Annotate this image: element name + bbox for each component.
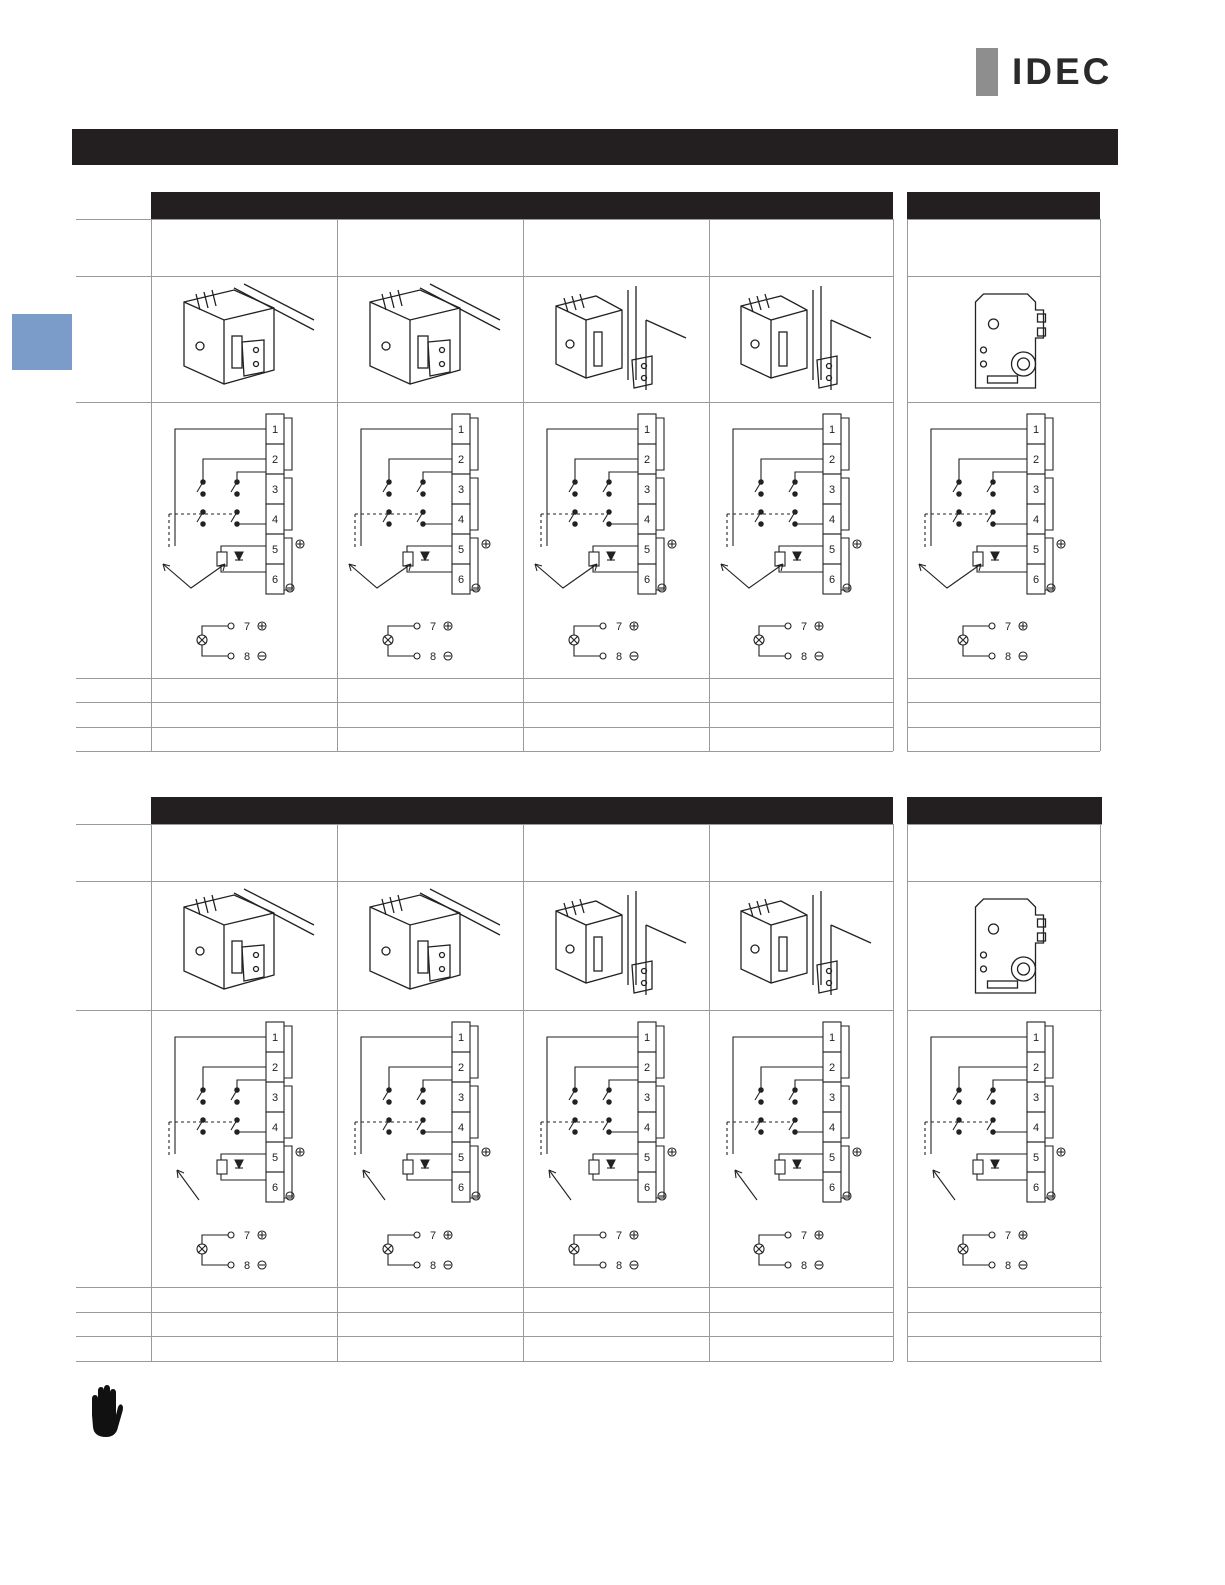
lamp-terminal-label: 8	[244, 651, 251, 663]
terminal-number-label: 4	[457, 1122, 465, 1134]
switch-illustration	[713, 280, 889, 398]
terminal-number-label: 1	[271, 1032, 279, 1044]
wiring-diagram	[523, 402, 709, 678]
switch-illustration	[911, 885, 1096, 1006]
wiring-diagram	[337, 402, 523, 678]
terminal-number-label: 1	[457, 1032, 465, 1044]
terminal-number-label: 3	[457, 1092, 465, 1104]
idec-logo	[976, 48, 1112, 96]
wiring-diagram	[523, 1010, 709, 1287]
table-rule	[907, 276, 1100, 277]
lamp-terminal-label: 7	[801, 1230, 808, 1242]
terminal-number-label: 5	[457, 544, 465, 556]
terminal-number-label: 4	[271, 514, 279, 526]
table-rule	[76, 219, 893, 220]
terminal-number-label: 4	[271, 1122, 279, 1134]
table-rule	[76, 1361, 893, 1362]
terminal-number-label: 5	[1032, 544, 1040, 556]
terminal-number-label: 1	[643, 424, 651, 436]
terminal-number-label: 5	[1032, 1152, 1040, 1164]
section-header-bar	[151, 797, 893, 824]
logo-mark	[976, 48, 998, 96]
lamp-terminal-label: 7	[801, 621, 808, 633]
section-header-bar	[151, 192, 893, 219]
lamp-terminal-label: 7	[244, 621, 251, 633]
hand-stop-icon	[86, 1385, 124, 1444]
terminal-number-label: 2	[643, 1062, 651, 1074]
wiring-diagram	[151, 1010, 337, 1287]
wiring-diagram	[709, 402, 893, 678]
section-tab	[12, 314, 72, 370]
terminal-number-label: 2	[271, 1062, 279, 1074]
table-rule	[907, 751, 1100, 752]
terminal-number-label: 3	[643, 484, 651, 496]
terminal-number-label: 3	[271, 1092, 279, 1104]
terminal-number-label: 6	[643, 574, 651, 586]
section-header-bar	[907, 797, 1102, 824]
terminal-number-label: 5	[457, 1152, 465, 1164]
terminal-number-label: 2	[457, 454, 465, 466]
terminal-number-label: 2	[828, 454, 836, 466]
terminal-number-label: 5	[643, 544, 651, 556]
terminal-number-label: 6	[457, 574, 465, 586]
terminal-number-label: 4	[828, 1122, 836, 1134]
table-rule	[907, 702, 1100, 703]
table-rule	[907, 219, 1100, 220]
terminal-number-label: 3	[828, 1092, 836, 1104]
wiring-diagram	[709, 1010, 893, 1287]
terminal-number-label: 2	[271, 454, 279, 466]
table-rule	[907, 1336, 1102, 1337]
table-rule	[76, 1287, 893, 1288]
terminal-number-label: 1	[643, 1032, 651, 1044]
terminal-number-label: 3	[643, 1092, 651, 1104]
page-title-bar	[72, 129, 1118, 165]
terminal-number-label: 6	[1032, 1182, 1040, 1194]
table-rule	[907, 881, 1102, 882]
lamp-terminal-label: 7	[244, 1230, 251, 1242]
terminal-number-label: 5	[828, 544, 836, 556]
table-rule	[907, 824, 1102, 825]
terminal-number-label: 4	[457, 514, 465, 526]
terminal-number-label: 6	[271, 574, 279, 586]
table-rule	[76, 678, 893, 679]
table-rule	[76, 702, 893, 703]
terminal-number-label: 4	[1032, 1122, 1040, 1134]
terminal-number-label: 4	[1032, 514, 1040, 526]
terminal-number-label: 1	[828, 1032, 836, 1044]
logo-gap	[998, 48, 1008, 96]
terminal-number-label: 3	[1032, 484, 1040, 496]
switch-illustration	[713, 885, 889, 1006]
terminal-number-label: 4	[828, 514, 836, 526]
terminal-number-label: 6	[643, 1182, 651, 1194]
terminal-number-label: 3	[271, 484, 279, 496]
table-rule	[907, 1287, 1102, 1288]
terminal-number-label: 2	[457, 1062, 465, 1074]
lamp-terminal-label: 7	[1005, 621, 1012, 633]
switch-illustration	[341, 280, 519, 398]
switch-illustration	[911, 280, 1096, 398]
lamp-terminal-label: 8	[801, 1260, 808, 1272]
terminal-number-label: 6	[457, 1182, 465, 1194]
switch-illustration	[527, 885, 705, 1006]
table-rule	[76, 1336, 893, 1337]
terminal-number-label: 5	[271, 544, 279, 556]
table-rule	[76, 881, 893, 882]
switch-illustration	[155, 280, 333, 398]
lamp-terminal-label: 8	[244, 1260, 251, 1272]
table-rule	[76, 276, 893, 277]
lamp-terminal-label: 7	[616, 1230, 623, 1242]
terminal-number-label: 3	[1032, 1092, 1040, 1104]
terminal-number-label: 2	[828, 1062, 836, 1074]
table-rule	[907, 1361, 1102, 1362]
terminal-number-label: 1	[828, 424, 836, 436]
lamp-terminal-label: 8	[616, 651, 623, 663]
terminal-number-label: 6	[828, 574, 836, 586]
terminal-number-label: 6	[828, 1182, 836, 1194]
terminal-number-label: 5	[643, 1152, 651, 1164]
terminal-number-label: 1	[1032, 1032, 1040, 1044]
table-column-rule	[1100, 824, 1101, 1361]
terminal-number-label: 4	[643, 1122, 651, 1134]
terminal-number-label: 6	[1032, 574, 1040, 586]
switch-illustration	[155, 885, 333, 1006]
table-rule	[76, 1312, 893, 1313]
terminal-number-label: 1	[271, 424, 279, 436]
lamp-terminal-label: 7	[1005, 1230, 1012, 1242]
lamp-terminal-label: 8	[430, 1260, 437, 1272]
section-header-bar	[907, 192, 1100, 219]
table-column-rule	[1100, 219, 1101, 751]
table-rule	[907, 1312, 1102, 1313]
lamp-terminal-label: 7	[430, 1230, 437, 1242]
terminal-number-label: 3	[828, 484, 836, 496]
lamp-terminal-label: 7	[430, 621, 437, 633]
table-rule	[907, 727, 1100, 728]
lamp-terminal-label: 8	[801, 651, 808, 663]
terminal-number-label: 2	[643, 454, 651, 466]
table-rule	[76, 824, 893, 825]
lamp-terminal-label: 8	[430, 651, 437, 663]
lamp-terminal-label: 8	[1005, 651, 1012, 663]
wiring-diagram	[337, 1010, 523, 1287]
terminal-number-label: 2	[1032, 454, 1040, 466]
terminal-number-label: 2	[1032, 1062, 1040, 1074]
switch-illustration	[527, 280, 705, 398]
wiring-diagram	[907, 402, 1100, 678]
wiring-diagram	[151, 402, 337, 678]
lamp-terminal-label: 7	[616, 621, 623, 633]
lamp-terminal-label: 8	[1005, 1260, 1012, 1272]
terminal-number-label: 1	[1032, 424, 1040, 436]
terminal-number-label: 5	[828, 1152, 836, 1164]
table-rule	[76, 727, 893, 728]
terminal-number-label: 4	[643, 514, 651, 526]
table-column-rule	[893, 824, 894, 1361]
terminal-number-label: 6	[271, 1182, 279, 1194]
wiring-diagram	[907, 1010, 1100, 1287]
terminal-number-label: 1	[457, 424, 465, 436]
terminal-number-label: 5	[271, 1152, 279, 1164]
logo-text: IDEC	[1012, 51, 1113, 92]
terminal-number-label: 3	[457, 484, 465, 496]
table-column-rule	[893, 219, 894, 751]
lamp-terminal-label: 8	[616, 1260, 623, 1272]
table-rule	[76, 751, 893, 752]
table-rule	[907, 678, 1100, 679]
switch-illustration	[341, 885, 519, 1006]
